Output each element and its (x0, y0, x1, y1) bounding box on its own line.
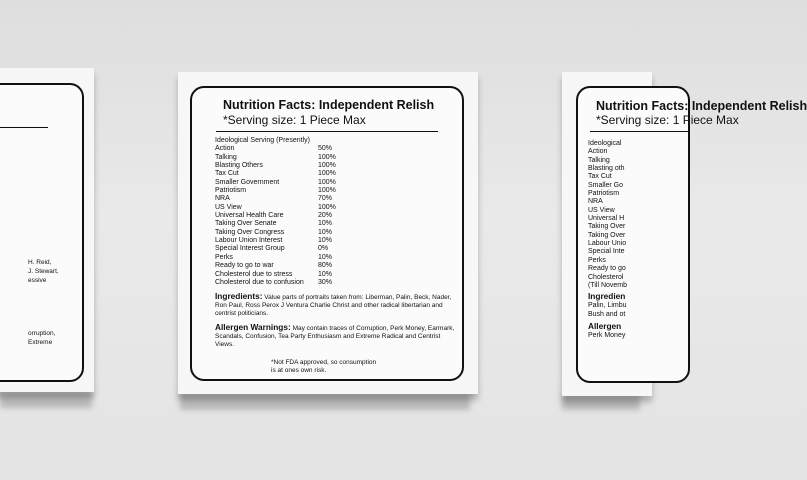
right-card-shadow (562, 394, 640, 410)
nutrient-row (215, 195, 455, 203)
nutrient-name: Taking Over Congress (215, 228, 285, 236)
right-row: Action (588, 148, 608, 156)
ingredients-text: Value parts of portraits taken from: Liberman, Palin, Beck, Nader, Ron Paul, Ross Perox J Ventura Charlie Christ and other radical libertarian and centrist politicians. (215, 294, 452, 318)
nutrient-value: 70% (318, 195, 333, 203)
nutrient-value: 100% (318, 178, 336, 186)
right-ingredients-text-2: Bush and ot (588, 310, 626, 318)
right-ingredients-text: Palin, Limbu (588, 302, 627, 310)
left-fragment-2: J. Stewart, (28, 268, 59, 275)
nutrient-row (215, 170, 455, 178)
nutrient-value: 10% (318, 228, 333, 236)
allergen-section (215, 323, 455, 349)
nutrient-value: 10% (318, 270, 333, 278)
nutrient-name: Action (215, 145, 235, 153)
title-rule (216, 131, 438, 132)
right-row: Perks (588, 256, 606, 264)
nutrient-name: Patriotism (215, 187, 247, 195)
nutrient-list (215, 145, 455, 287)
right-row: Ready to go (588, 265, 626, 273)
fda-note-line-1: *Not FDA approved, so consumption (271, 359, 377, 367)
right-row: Smaller Go (588, 181, 624, 189)
right-serving-size: *Serving size: 1 Piece Max (596, 113, 739, 127)
nutrient-name: Ready to go to war (215, 262, 274, 270)
fda-note-line-2: is at ones own risk. (271, 367, 327, 375)
nutrient-name: Cholesterol due to confusion (215, 278, 304, 286)
nutrient-row (215, 271, 455, 279)
serving-size: *Serving size: 1 Piece Max (223, 113, 366, 127)
left-fragment-3: essive (28, 277, 47, 284)
left-fragment-4: orruption, (28, 330, 56, 337)
right-row: Blasting oth (588, 165, 625, 173)
center-card (178, 72, 478, 394)
right-row: Taking Over (588, 223, 626, 231)
nutrient-name: Special Interest Group (215, 245, 285, 253)
right-nutrient-list (588, 140, 627, 340)
left-fragment-1: H. Reid, (28, 259, 52, 266)
nutrient-row (215, 154, 455, 162)
right-row: Special Inte (588, 248, 625, 256)
right-label (576, 86, 807, 383)
center-card-shadow (180, 392, 470, 410)
nutrient-row (215, 179, 455, 187)
right-row: US View (588, 206, 615, 214)
nutrient-value: 0% (318, 245, 329, 253)
nutrient-value: 100% (318, 153, 336, 161)
nutrient-value: 30% (318, 278, 333, 286)
nutrient-name: Universal Health Care (215, 212, 284, 220)
right-row: Taking Over (588, 231, 626, 239)
nutrient-row (215, 237, 455, 245)
fda-note (215, 359, 455, 375)
nutrient-name: Labour Union Interest (215, 237, 283, 245)
right-row: Patriotism (588, 190, 620, 198)
nutrient-name: Taking Over Senate (215, 220, 277, 228)
right-card (562, 72, 807, 396)
nutrient-value: 100% (318, 162, 336, 170)
right-row: Ideological (588, 140, 622, 147)
allergen-label: Allergen Warnings: (215, 322, 291, 333)
nutrient-value: 20% (318, 212, 333, 220)
nutrient-value: 10% (318, 253, 333, 261)
nutrition-label (190, 86, 464, 381)
right-allergen-text: Perk Money (588, 331, 626, 339)
right-title-rule (590, 131, 688, 132)
nutrient-name: Tax Cut (215, 170, 239, 178)
nutrient-row (215, 245, 455, 253)
nutrient-row (215, 145, 455, 153)
nutrient-name: US View (215, 203, 242, 211)
left-fragment-5: Extreme (28, 339, 53, 346)
right-row: Tax Cut (588, 173, 612, 181)
nutrient-row (215, 254, 455, 262)
nutrient-row (215, 204, 455, 212)
label-body (215, 137, 455, 375)
right-row: Cholesterol (588, 273, 624, 281)
nutrient-value: 50% (318, 145, 333, 153)
right-ingredients (588, 292, 627, 302)
right-allergen (588, 322, 627, 332)
nutrient-value: 100% (318, 203, 336, 211)
nutrient-value: 10% (318, 237, 333, 245)
nutrient-name: Cholesterol due to stress (215, 270, 293, 278)
left-label (0, 83, 84, 382)
label-title: Nutrition Facts: Independent Relish (223, 98, 435, 112)
nutrient-name: Smaller Government (215, 178, 280, 186)
nutrient-name: NRA (215, 195, 230, 203)
nutrient-value: 10% (318, 220, 333, 228)
right-row: NRA (588, 198, 603, 206)
nutrient-row (215, 212, 455, 220)
right-row: (Till Novemb (588, 281, 628, 289)
nutrient-name: Blasting Others (215, 162, 263, 170)
nutrient-value: 100% (318, 170, 336, 178)
allergen-text: May contain traces of Corruption, Perk Money, Earmark, Scandals, Confusion, Tea Party Enthusiasm and Extreme Radical and Centrist Views. (215, 325, 455, 349)
ingredients-label: Ingredients: (215, 291, 263, 302)
right-ingredients-label: Ingredien (588, 291, 626, 302)
right-allergen-label: Allergen (588, 320, 622, 331)
nutrient-row (215, 187, 455, 195)
nutrient-row (215, 220, 455, 228)
nutrient-row (215, 229, 455, 237)
nutrient-row (215, 262, 455, 270)
nutrient-row (215, 279, 455, 287)
ingredients-section (215, 292, 455, 318)
nutrient-name: Talking (215, 153, 237, 161)
left-card (0, 68, 94, 392)
right-row: Universal H (588, 215, 625, 223)
nutrient-header: Ideological Serving (Presently) (215, 137, 310, 144)
left-card-shadow (0, 392, 92, 408)
right-row: Labour Unio (588, 240, 627, 248)
nutrient-name: Perks (215, 253, 233, 261)
left-label-rule (0, 127, 48, 128)
right-row: Talking (588, 156, 610, 164)
nutrient-row (215, 162, 455, 170)
right-label-title: Nutrition Facts: Independent Relish (596, 99, 807, 113)
nutrient-value: 100% (318, 187, 336, 195)
nutrient-value: 80% (318, 262, 333, 270)
